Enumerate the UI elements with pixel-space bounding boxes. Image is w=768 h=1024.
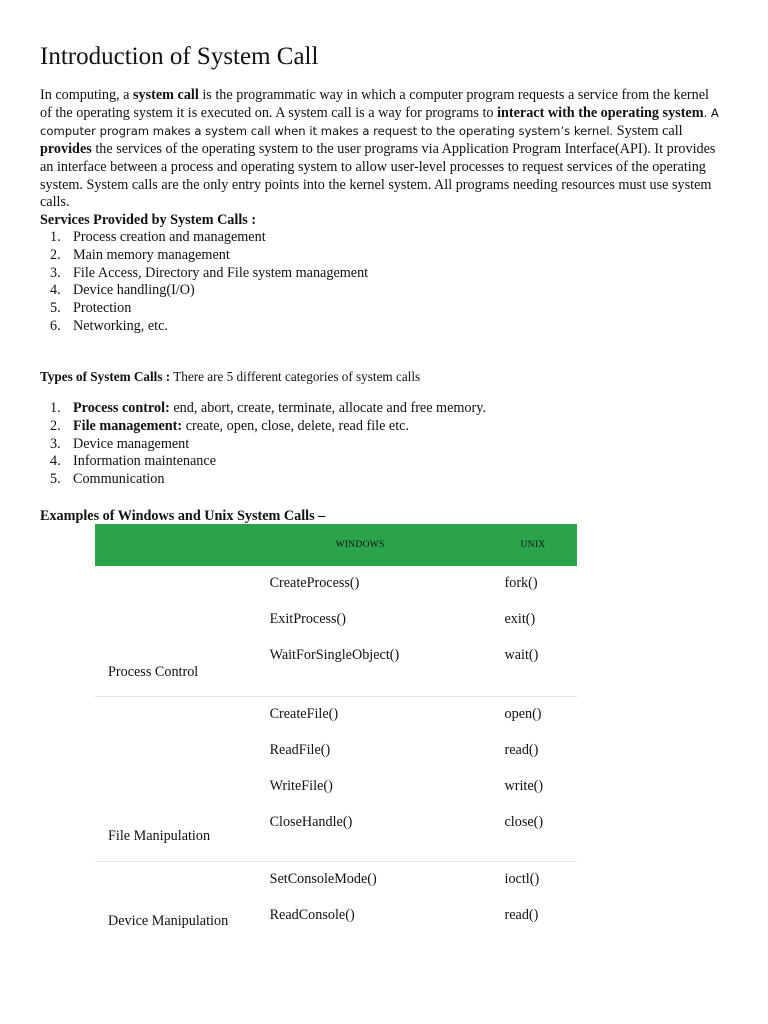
list-item (40, 418, 486, 436)
table-body (95, 566, 577, 962)
list-item (40, 229, 368, 247)
list-item-text: Protection (73, 300, 132, 317)
list-number: 5. (50, 471, 61, 488)
unix-call: read() (504, 907, 539, 923)
intro-bold-system-call: system call (133, 87, 199, 103)
table-unix-cell (505, 566, 578, 697)
list-item-text: Device handling(I/O) (73, 282, 195, 299)
page-title: Introduction of System Call (40, 43, 319, 70)
list-number: 1. (50, 400, 61, 416)
intro-bold-interact: interact with the operating system (497, 104, 704, 121)
list-number: 3. (50, 435, 61, 452)
unix-call: wait() (504, 647, 539, 663)
list-item-text: end, abort, create, terminate, allocate and free memory. (169, 400, 486, 416)
windows-call: CreateFile() (269, 706, 339, 722)
table-row (95, 566, 577, 697)
intro-text: is the programmatic way in which a computer program requests a service from the kernel of the operating system it is executed on. A system call is a way for programs to (40, 87, 709, 121)
list-item (40, 436, 486, 454)
table-unix-cell (505, 697, 578, 862)
intro-bold-provides: provides (40, 140, 92, 157)
windows-call: CloseHandle() (269, 814, 353, 830)
table-unix-cell (505, 862, 578, 963)
windows-call: ExitProcess() (269, 611, 347, 627)
list-item (40, 453, 486, 471)
list-item (40, 318, 368, 336)
list-item-text: Device management (73, 435, 190, 452)
unix-call: open() (504, 706, 542, 722)
unix-call: close() (504, 814, 544, 830)
windows-call: WriteFile() (269, 778, 333, 794)
table-header-category (95, 524, 270, 566)
table-category-cell (95, 697, 270, 862)
table-category-label: Device Manipulation (108, 913, 229, 929)
table-header-windows: WINDOWS (270, 524, 505, 566)
types-heading-description: There are 5 different categories of system calls (170, 369, 421, 384)
list-number: 3. (50, 264, 61, 281)
unix-call: read() (504, 742, 539, 758)
types-heading (40, 368, 420, 385)
list-item (40, 265, 368, 283)
types-list (40, 400, 486, 489)
intro-text: the services of the operating system to the user programs via Application Program Interface(API). It provides an interface between a process and operating system to allow user-level processes to request services of the operating system. System calls are the only entry points into the kernel system. All programs needing resources must use system calls. (40, 140, 716, 211)
list-item-text: Communication (73, 471, 165, 488)
list-item-text: Main memory management (73, 246, 230, 263)
intro-text: . A computer program makes a system call when it makes a request to the operating system’s kernel. (40, 105, 719, 138)
list-item (40, 400, 486, 418)
intro-text: In computing, a (40, 87, 133, 103)
list-item-text: File Access, Directory and File system management (73, 264, 369, 281)
windows-call: SetConsoleMode() (269, 871, 377, 887)
table-header-unix: UNIX (505, 524, 578, 566)
list-item-label: Process control: (73, 400, 170, 416)
table-windows-cell (270, 697, 505, 862)
list-number: 2. (50, 417, 61, 434)
windows-call: CreateProcess() (269, 575, 360, 591)
table-category-cell (95, 862, 270, 963)
services-heading (40, 211, 256, 229)
list-item (40, 300, 368, 318)
table-category-label: File Manipulation (108, 828, 211, 844)
system-calls-table (95, 524, 577, 962)
list-item-text: create, open, close, delete, read file etc. (182, 417, 410, 434)
windows-call: ReadConsole() (269, 907, 355, 923)
list-item-text: Process creation and management (73, 229, 266, 245)
table-windows-cell (270, 566, 505, 697)
unix-call: exit() (504, 611, 536, 627)
examples-heading-text: Examples of Windows and Unix System Calls – (40, 508, 326, 524)
table-header-row (95, 524, 577, 566)
services-list (40, 229, 368, 336)
list-item-text: Information maintenance (73, 453, 216, 470)
unix-call: write() (504, 778, 544, 794)
table-row (95, 862, 577, 963)
table-row (95, 697, 577, 862)
list-number: 5. (50, 300, 61, 317)
table-category-label: Process Control (108, 664, 199, 680)
intro-text: System call (613, 122, 683, 139)
table-windows-cell (270, 862, 505, 963)
list-item (40, 247, 368, 265)
types-heading-label: Types of System Calls : (40, 369, 171, 384)
list-item-label: File management: (73, 417, 183, 434)
list-number: 6. (50, 317, 61, 334)
table-category-cell (95, 566, 270, 697)
list-number: 4. (50, 282, 61, 299)
unix-call: fork() (504, 575, 538, 591)
examples-heading (40, 507, 325, 525)
windows-call: ReadFile() (269, 742, 331, 758)
list-item-text: Networking, etc. (73, 317, 168, 334)
windows-call: WaitForSingleObject() (269, 647, 400, 663)
list-number: 4. (50, 453, 61, 470)
services-heading-text: Services Provided by System Calls : (40, 212, 257, 228)
list-item (40, 471, 486, 489)
list-number: 1. (50, 229, 61, 245)
unix-call: ioctl() (504, 871, 540, 887)
intro-paragraph (40, 87, 720, 212)
list-item (40, 282, 368, 300)
list-number: 2. (50, 246, 61, 263)
